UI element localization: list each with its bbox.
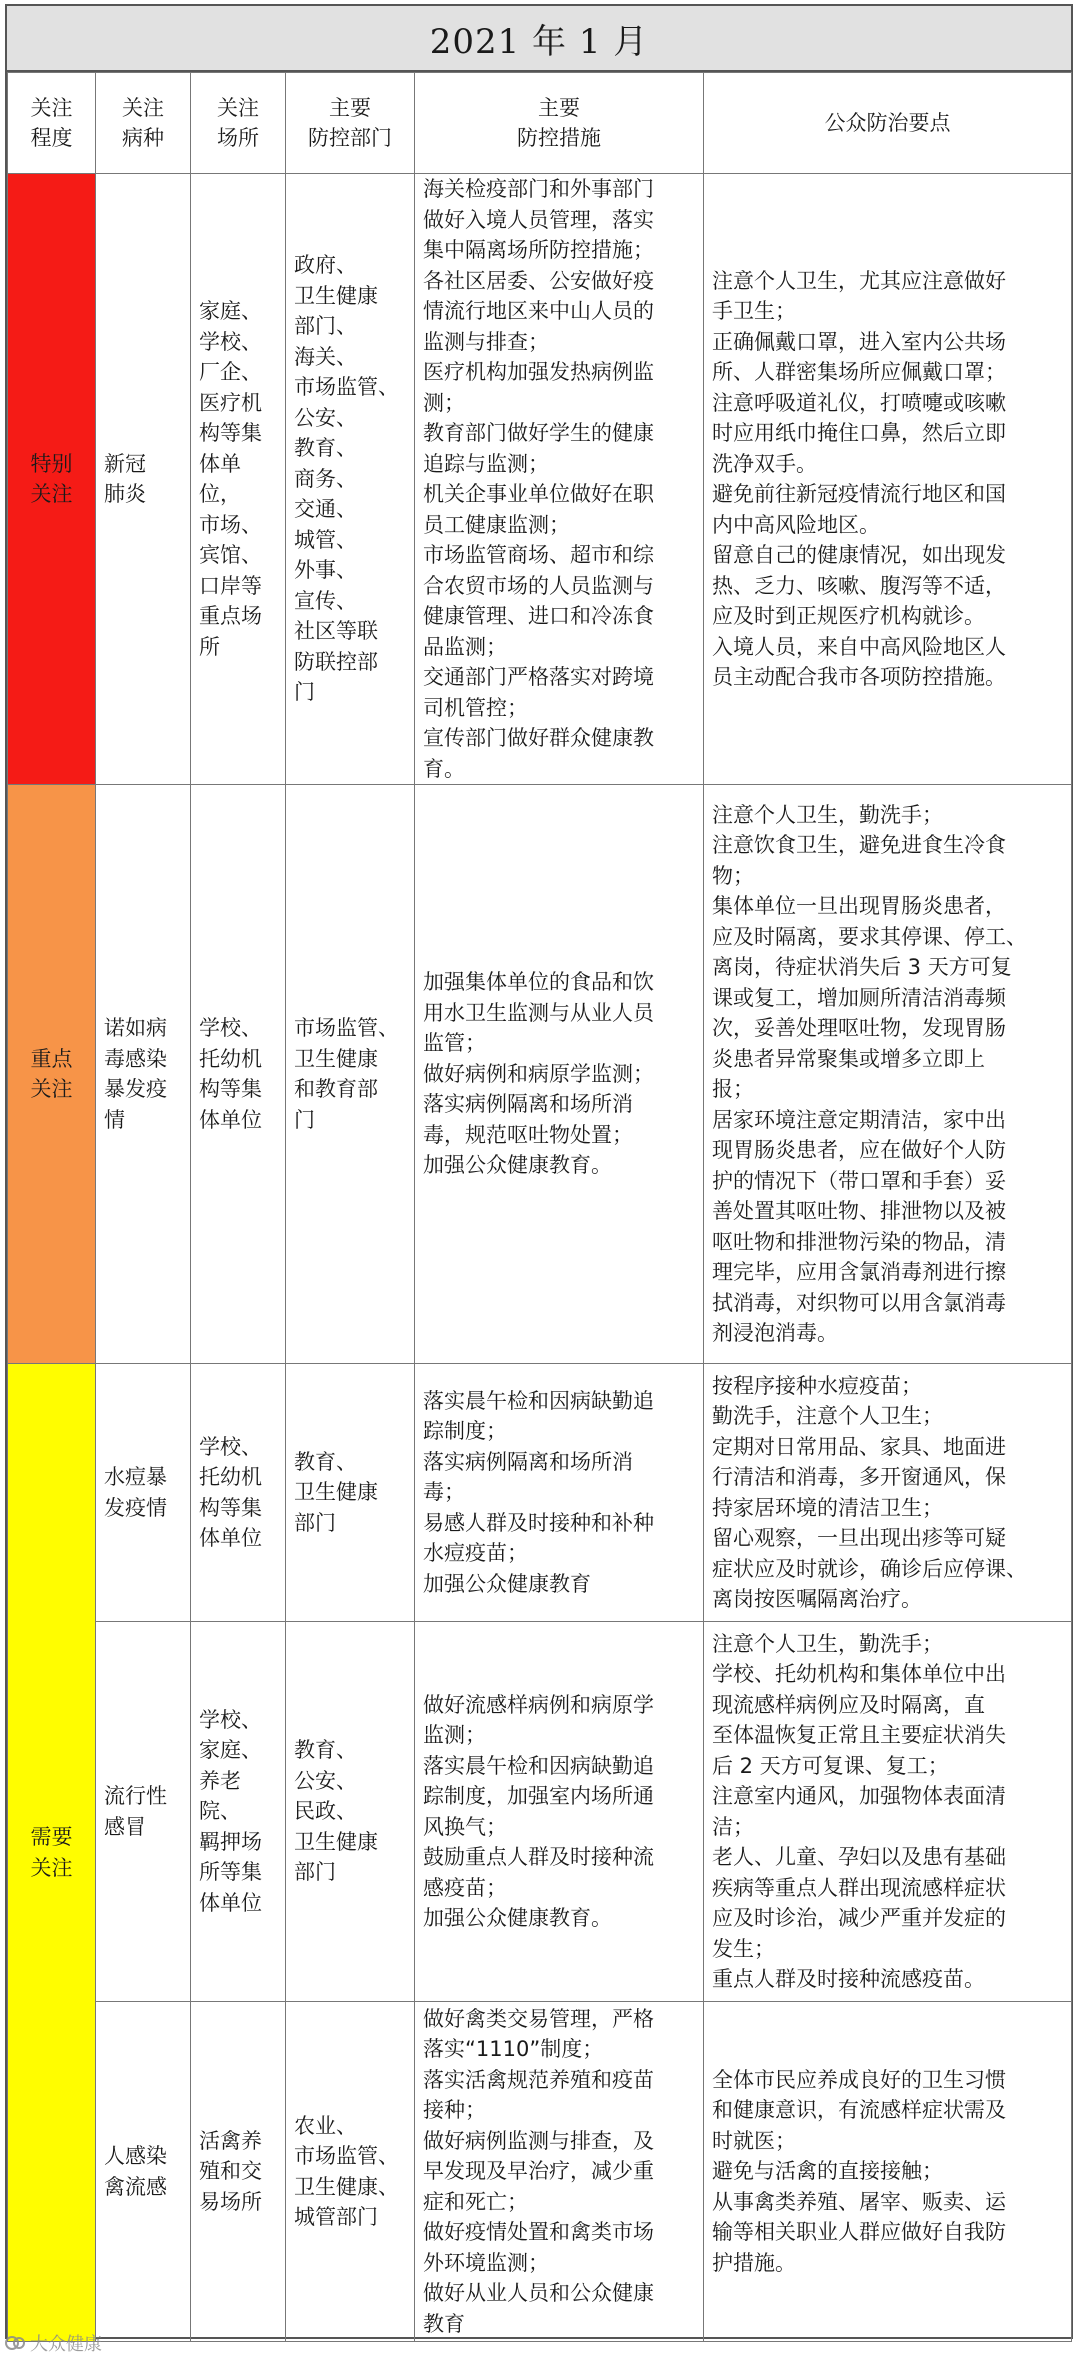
header-level: 关注 程度 — [8, 73, 96, 174]
disease-cell: 人感染 禽流感 — [96, 2002, 191, 2342]
measures-cell: 加强集体单位的食品和饮 用水卫生监测与从业人员 监管； 做好病例和病原学监测； 落实病例隔离和场所消 毒，规范呕吐物处置； 加强公众健康教育。 — [415, 785, 704, 1364]
disease-cell: 诺如病 毒感染 暴发疫 情 — [96, 785, 191, 1364]
place-cell: 学校、 托幼机 构等集 体单位 — [191, 785, 286, 1364]
watermark — [4, 2330, 102, 2356]
disease-table — [7, 72, 1072, 2342]
header-public: 公众防治要点 — [704, 73, 1072, 174]
header-row — [8, 73, 1072, 174]
table-row — [8, 1622, 1072, 2002]
table-row — [8, 785, 1072, 1364]
measures-cell: 海关检疫部门和外事部门 做好入境人员管理，落实 集中隔离场所防控措施； 各社区居委、公安做好疫 情流行地区来中山人员的 监测与排查； 医疗机构加强发热病例监 测； 教育部门做好学生的健康 追踪与监测； 机关企事业单位做好在职 员工健康监测； 市场监管商场、超市和综 合农贸市场的人员监测与 健康管理、进口和冷冻食 品监测； 交通部门严格落实对跨境 司机管控； 宣传部门做好群众健康教 育。 — [415, 174, 704, 785]
dept-cell: 农业、 市场监管、 卫生健康、 城管部门 — [286, 2002, 415, 2342]
table-row — [8, 2002, 1072, 2342]
table-row — [8, 174, 1072, 785]
dept-cell: 市场监管、 卫生健康 和教育部 门 — [286, 785, 415, 1364]
level-need: 需要 关注 — [8, 1364, 96, 2342]
public-cell: 按程序接种水痘疫苗； 勤洗手，注意个人卫生； 定期对日常用品、家具、地面进 行清洁和消毒，多开窗通风，保 持家居环境的清洁卫生； 留心观察，一旦出现出疹等可疑 症状应及时就诊，确诊后应停课、 离岗按医嘱隔离治疗。 — [704, 1364, 1072, 1622]
place-cell: 家庭、 学校、 厂企、 医疗机 构等集 体单位， 市场、 宾馆、 口岸等 重点场 所 — [191, 174, 286, 785]
header-dept: 主要 防控部门 — [286, 73, 415, 174]
level-key: 重点 关注 — [8, 785, 96, 1364]
disease-cell: 水痘暴 发疫情 — [96, 1364, 191, 1622]
disease-cell: 流行性 感冒 — [96, 1622, 191, 2002]
public-cell: 注意个人卫生，尤其应注意做好 手卫生； 正确佩戴口罩，进入室内公共场 所、人群密集场所应佩戴口罩； 注意呼吸道礼仪，打喷嚏或咳嗽 时应用纸巾掩住口鼻，然后立即 洗净双手。 避免前往新冠疫情流行地区和国 内中高风险地区。 留意自己的健康情况，如出现发 热、乏力、咳嗽、腹泻等不适， 应及时到正规医疗机构就诊。 入境人员，来自中高风险地区人 员主动配合我市各项防控措施。 — [704, 174, 1072, 785]
watermark-text: 大众健康 — [30, 2334, 102, 2355]
measures-cell: 做好禽类交易管理，严格 落实“1110”制度； 落实活禽规范养殖和疫苗 接种； 做好病例监测与排查，及 早发现及早治疗，减少重 症和死亡； 做好疫情处置和禽类市场 外环境监测； 做好从业人员和公众健康 教育 — [415, 2002, 704, 2342]
public-cell: 全体市民应养成良好的卫生习惯 和健康意识，有流感样症状需及 时就医； 避免与活禽的直接接触； 从事禽类养殖、屠宰、贩卖、运 输等相关职业人群应做好自我防 护措施。 — [704, 2002, 1072, 2342]
dept-cell: 教育、 卫生健康 部门 — [286, 1364, 415, 1622]
public-cell: 注意个人卫生，勤洗手； 注意饮食卫生，避免进食生冷食 物； 集体单位一旦出现胃肠炎患者， 应及时隔离，要求其停课、停工、 离岗，待症状消失后 3 天方可复 课或复工，增加厕所清洁消毒频 次，妥善处理呕吐物，发现胃肠 炎患者异常聚集或增多立即上 报； 居家环境注意定期清洁，家中出 现胃肠炎患者，应在做好个人防 护的情况下（带口罩和手套）妥 善处置其呕吐物、排泄物以及被 呕吐物和排泄物污染的物品，清 理完毕，应用含氯消毒剂进行擦 拭消毒，对织物可以用含氯消毒 剂浸泡消毒。 — [704, 785, 1072, 1364]
place-cell: 活禽养 殖和交 易场所 — [191, 2002, 286, 2342]
header-place: 关注 场所 — [191, 73, 286, 174]
place-cell: 学校、 托幼机 构等集 体单位 — [191, 1364, 286, 1622]
place-cell: 学校、 家庭、 养老院、 羁押场 所等集 体单位 — [191, 1622, 286, 2002]
table-row — [8, 1364, 1072, 1622]
table-sheet — [5, 4, 1073, 2339]
header-disease: 关注 病种 — [96, 73, 191, 174]
watermark-logo-icon — [4, 2335, 26, 2351]
header-measures: 主要 防控措施 — [415, 73, 704, 174]
public-cell: 注意个人卫生，勤洗手； 学校、托幼机构和集体单位中出 现流感样病例应及时隔离，直 至体温恢复正常且主要症状消失 后 2 天方可复课、复工； 注意室内通风，加强物体表面清 洁； 老人、儿童、孕妇以及患有基础 疾病等重点人群出现流感样症状 应及时诊治，减少严重并发症的 发生； 重点人群及时接种流感疫苗。 — [704, 1622, 1072, 2002]
level-special: 特别 关注 — [8, 174, 96, 785]
dept-cell: 政府、 卫生健康 部门、 海关、 市场监管、 公安、 教育、 商务、 交通、 城管、 外事、 宣传、 社区等联 防联控部 门 — [286, 174, 415, 785]
disease-cell: 新冠 肺炎 — [96, 174, 191, 785]
dept-cell: 教育、 公安、 民政、 卫生健康 部门 — [286, 1622, 415, 2002]
measures-cell: 做好流感样病例和病原学 监测； 落实晨午检和因病缺勤追 踪制度，加强室内场所通 风换气； 鼓励重点人群及时接种流 感疫苗； 加强公众健康教育。 — [415, 1622, 704, 2002]
page-title: 2021 年 1 月 — [7, 6, 1071, 72]
measures-cell: 落实晨午检和因病缺勤追 踪制度； 落实病例隔离和场所消 毒； 易感人群及时接种和补种 水痘疫苗； 加强公众健康教育 — [415, 1364, 704, 1622]
